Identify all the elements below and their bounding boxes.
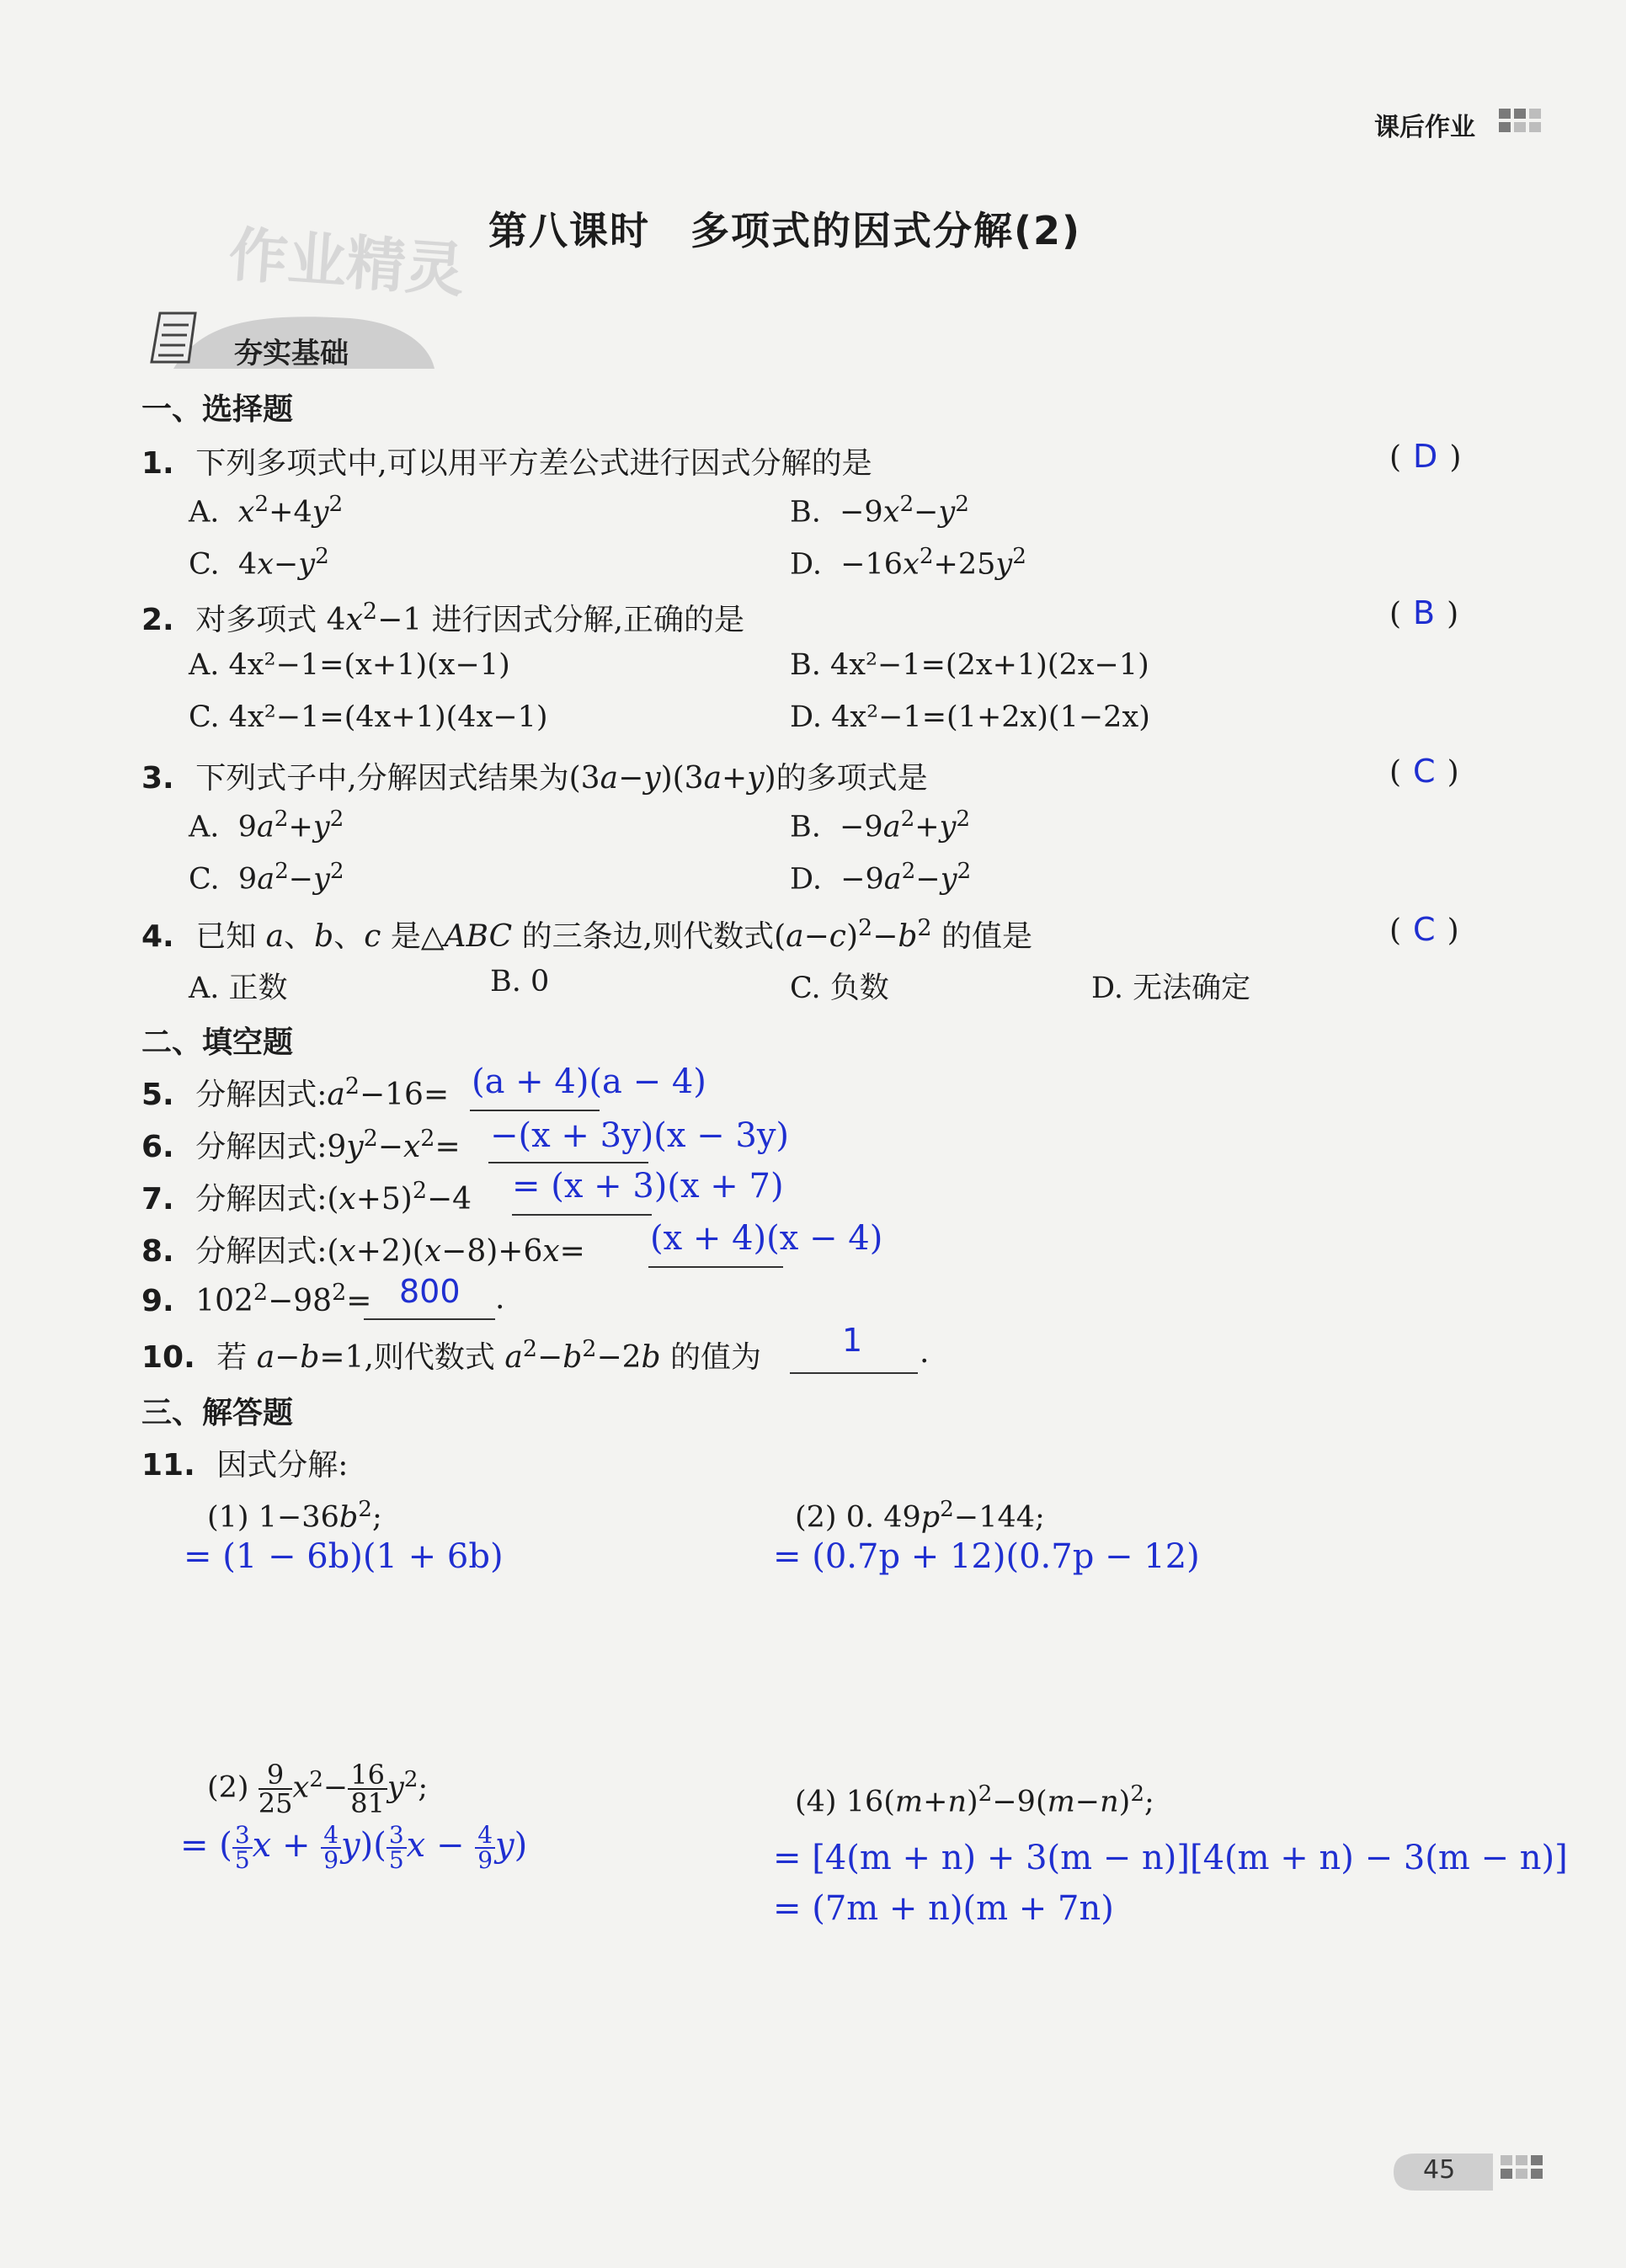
section-heading-choice: 一、选择题 (141, 392, 294, 427)
question-4: 4. 已知 a、b、c 是△ABC 的三条边,则代数式$(a-c)^2-b^2$ 的值是 (141, 915, 1033, 954)
handwritten-answer: = (1 − 6b)(1 + 6b) (184, 1537, 504, 1576)
handwritten-answer: 1 (842, 1322, 863, 1359)
option-d: D. $-9a^2-y^2$ (790, 859, 972, 897)
handwritten-answer: 800 (399, 1273, 461, 1310)
option-c: C. $4x-y^2$ (189, 544, 329, 582)
option-d: D. 4x²−1=(1+2x)(1−2x) (790, 700, 1150, 734)
question-number: 1. (141, 446, 174, 481)
question-2: 2. 对多项式 $4x^2-1$ 进行因式分解,正确的是 (141, 599, 745, 637)
subquestion-3: (2) $\frac{9}{25}$ $x^2-$ $\frac{16}{81}$ $y^2$; (207, 1759, 429, 1819)
option-b: B. $-9a^2+y^2$ (790, 807, 971, 844)
option-c: C. 负数 (790, 972, 889, 1005)
question-11: 11. 因式分解: (141, 1448, 349, 1483)
header-grid-icon (1499, 109, 1541, 132)
period: . (920, 1335, 930, 1370)
option-a: A. 正数 (189, 972, 288, 1005)
question-3: 3. 下列式子中,分解因式结果为(3a−y)(3a+y)的多项式是 (141, 761, 928, 796)
subquestion-4: (4) $16(m+n)^2-9(m-n)^2$; (795, 1781, 1154, 1819)
option-c: C. $9a^2-y^2$ (189, 859, 344, 897)
option-d: D. 无法确定 (1091, 972, 1251, 1005)
handwritten-answer: = (0.7p + 12)(0.7p − 12) (773, 1537, 1200, 1576)
question-7: 7. 分解因式$:(x+5)^2-4$ (141, 1178, 472, 1217)
answer-blank (470, 1110, 600, 1111)
page-title: 第八课时 多项式的因式分解(2) (488, 208, 1082, 253)
section-heading-fill: 二、填空题 (141, 1025, 294, 1060)
handwritten-answer: (a + 4)(a − 4) (472, 1062, 706, 1101)
handwritten-answer: = [4(m + n) + 3(m − n)][4(m + n) − 3(m − n)] (773, 1839, 1568, 1877)
notebook-icon (152, 313, 195, 362)
answer-blank (790, 1372, 918, 1374)
option-d: D. $-16x^2+25y^2$ (790, 544, 1026, 582)
question-1 (141, 439, 872, 482)
header-label: 课后作业 (1374, 113, 1475, 142)
question-10: 10. 若 a−b=1,则代数式 $a^2-b^2-2b$ 的值为 (141, 1336, 762, 1375)
option-b: B. 4x²−1=(2x+1)(2x−1) (790, 648, 1149, 682)
handwritten-answer: = ( $\frac{3}{5}$ x + $\frac{4}{9}$ y)( $\frac{3}{5}$ x − $\frac{4}{9}$ y) (180, 1821, 528, 1874)
answer-box-3: ( C ) (1389, 753, 1459, 790)
answer-box-2: ( B ) (1389, 594, 1459, 631)
question-6: 6. 分解因式$:9y^2-x^2=$ (141, 1126, 461, 1164)
answer-letter: D (1413, 438, 1438, 475)
page-number: 45 (1423, 2155, 1456, 2185)
subquestion-1: (1) $1-36b^2$; (207, 1497, 382, 1535)
period: . (495, 1281, 505, 1316)
footer-grid-icon (1501, 2155, 1543, 2179)
answer-box-4: ( C ) (1389, 911, 1459, 948)
option-b: B. 0 (490, 965, 550, 998)
question-stem: 下列多项式中,可以用平方差公式进行因式分解的是 (195, 446, 872, 481)
answer-box-1: ( D ) (1389, 438, 1462, 475)
option-b: B. $-9x^2-y^2$ (790, 492, 969, 530)
section-heading-solve: 三、解答题 (141, 1396, 294, 1430)
answer-blank (488, 1162, 648, 1163)
question-5: 5. 分解因式$:a^2-16=$ (141, 1073, 450, 1112)
answer-blank (648, 1266, 783, 1268)
option-a: A. $9a^2+y^2$ (189, 807, 344, 844)
handwritten-answer: (x + 4)(x − 4) (650, 1219, 883, 1258)
handwritten-answer: = (7m + n)(m + 7n) (773, 1889, 1114, 1928)
answer-blank (512, 1214, 652, 1216)
answer-blank (364, 1318, 495, 1320)
option-a: A. $x^2+4y^2$ (189, 492, 344, 530)
question-8: 8. 分解因式:(x+2)(x−8)+6x= (141, 1234, 585, 1269)
handwritten-answer: = (x + 3)(x + 7) (512, 1167, 784, 1206)
option-a: A. 4x²−1=(x+1)(x−1) (189, 648, 510, 682)
subquestion-2: (2) 0. $49p^2-144$; (795, 1497, 1045, 1535)
banner-label: 夯实基础 (234, 337, 349, 370)
handwritten-answer: −(x + 3y)(x − 3y) (490, 1116, 790, 1155)
option-c: C. 4x²−1=(4x+1)(4x−1) (189, 700, 548, 734)
watermark: 作业精灵 (227, 220, 467, 306)
question-9: 9. $102^2-98^2=$ (141, 1280, 372, 1318)
